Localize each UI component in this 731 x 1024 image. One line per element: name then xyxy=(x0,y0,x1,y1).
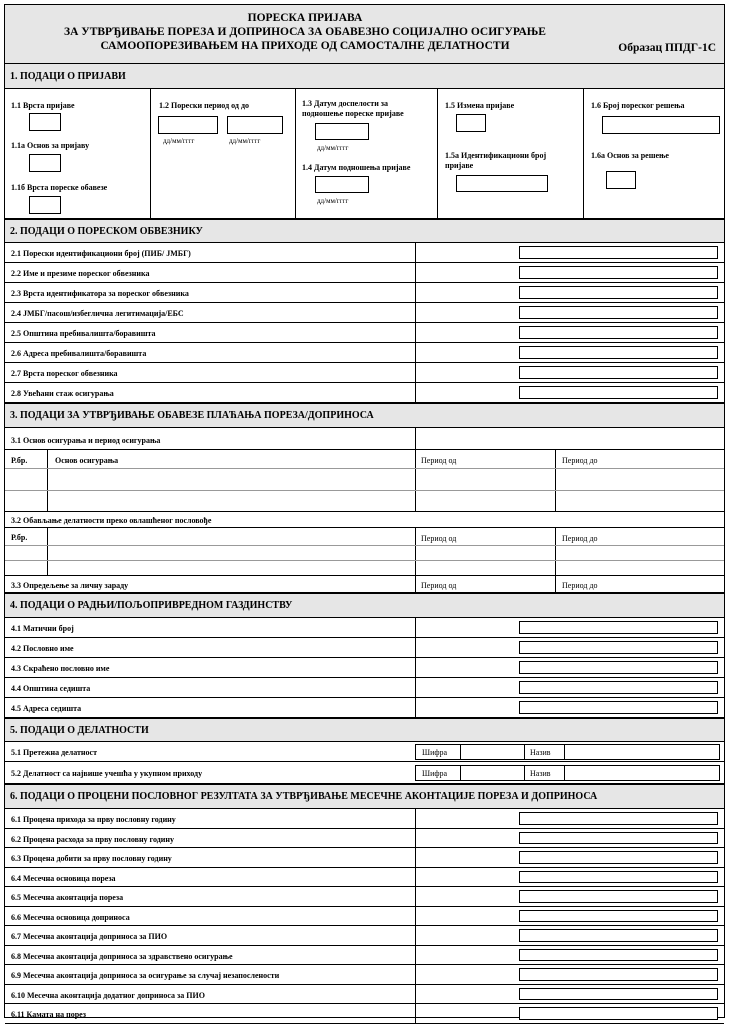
business-label: 4.5 Адреса седишта xyxy=(11,704,82,713)
estimate-row xyxy=(5,907,724,927)
form-subtitle-2: САМООПОРЕЗИВАЊЕМ НА ПРИХОДЕ ОД САМОСТАЛНЕ ДЕЛАТНОСТИ xyxy=(100,40,510,52)
estimate-label: 6.3 Процена добити за прву пословну годину xyxy=(11,854,172,863)
field-1-1a[interactable] xyxy=(29,154,61,172)
taxpayer-field[interactable] xyxy=(519,306,718,319)
estimate-label: 6.2 Процена расхода за прву пословну годину xyxy=(11,834,175,844)
date-format-hint: дд/мм/гггг xyxy=(229,137,261,145)
business-label: 4.3 Скраћено пословно име xyxy=(11,664,110,673)
business-row xyxy=(5,698,724,718)
taxpayer-field[interactable] xyxy=(519,346,718,359)
taxpayer-row xyxy=(5,243,724,263)
taxpayer-label: 2.6 Адреса пребивалишта/боравишта xyxy=(11,349,147,358)
tax-form-page xyxy=(4,4,725,1018)
label-5-2: 5.2 Делатност са највише учешћа у укупном приходу xyxy=(11,769,203,778)
taxpayer-row xyxy=(5,283,724,303)
taxpayer-field[interactable] xyxy=(519,326,718,339)
label-1-4: 1.4 Датум подношења пријаве xyxy=(302,163,411,172)
business-field[interactable] xyxy=(519,681,718,694)
estimate-label: 6.4 Месечна основица пореза xyxy=(11,873,116,883)
sifra-label: Шифра xyxy=(422,748,448,757)
col-rbr: Р.бр. xyxy=(11,533,28,542)
field-1-4[interactable] xyxy=(315,176,369,193)
label-3-2: 3.2 Обављање делатности преко овлашћеног пословође xyxy=(11,516,212,525)
taxpayer-label: 2.3 Врста идентификатора за пореског обвезника xyxy=(11,289,189,298)
estimate-row xyxy=(5,926,724,946)
business-label: 4.1 Матични број xyxy=(11,624,74,633)
taxpayer-label: 2.8 Увећани стаж осигурања xyxy=(11,389,114,398)
estimate-row xyxy=(5,965,724,985)
col-osnov: Основ осигурања xyxy=(55,456,119,465)
form-title: ПОРЕСКА ПРИЈАВА xyxy=(247,12,363,24)
field-1-1b[interactable] xyxy=(29,196,61,214)
form-header xyxy=(5,5,724,64)
estimate-row xyxy=(5,1004,724,1024)
taxpayer-field[interactable] xyxy=(519,366,718,379)
label-3-1: 3.1 Основ осигурања и период осигурања xyxy=(11,436,161,445)
field-5-1[interactable] xyxy=(415,744,720,760)
business-row xyxy=(5,638,724,658)
estimate-row xyxy=(5,829,724,849)
estimate-label: 6.10 Месечна аконтација додатног доприноса за ПИО xyxy=(11,990,205,1000)
field-5-2[interactable] xyxy=(415,765,720,781)
section-3-title: 3. ПОДАЦИ ЗА УТВРЂИВАЊЕ ОБАВЕЗЕ ПЛАЋАЊА ПОРЕЗА/ДОПРИНОСА xyxy=(5,403,724,428)
estimate-row xyxy=(5,946,724,966)
taxpayer-row xyxy=(5,263,724,283)
label-1-6a: 1.6а Основ за решење xyxy=(591,151,669,160)
col-period-od: Период од xyxy=(421,581,457,590)
business-row xyxy=(5,658,724,678)
estimate-label: 6.8 Месечна аконтација доприноса за здравствено осигурање xyxy=(11,951,233,961)
taxpayer-label: 2.2 Име и презиме пореског обвезника xyxy=(11,269,150,278)
business-label: 4.2 Пословно име xyxy=(11,644,74,653)
label-1-1b: 1.1б Врста пореске обавезе xyxy=(11,183,108,192)
label-1-5: 1.5 Измена пријаве xyxy=(445,101,515,110)
row-5-2 xyxy=(5,762,724,784)
taxpayer-field[interactable] xyxy=(519,266,718,279)
naziv-label: Назив xyxy=(530,748,551,757)
estimate-field[interactable] xyxy=(519,871,718,884)
estimate-field[interactable] xyxy=(519,968,718,981)
estimate-label: 6.5 Месечна аконтација пореза xyxy=(11,893,124,902)
label-1-2: 1.2 Порески период од до xyxy=(159,101,249,110)
business-label: 4.4 Општина седишта xyxy=(11,684,91,693)
taxpayer-label: 2.1 Порески идентификациони број (ПИБ/ ЈМБГ) xyxy=(11,249,191,258)
estimate-label: 6.7 Месечна аконтација доприноса за ПИО xyxy=(11,932,168,941)
col-period-od: Период од xyxy=(421,456,457,465)
estimate-field[interactable] xyxy=(519,851,718,864)
estimate-field[interactable] xyxy=(519,1007,718,1020)
label-5-1: 5.1 Претежна делатност xyxy=(11,748,98,757)
label-1-6: 1.6 Број пореског решења xyxy=(591,101,685,110)
row-3-1 xyxy=(5,428,724,450)
estimate-field[interactable] xyxy=(519,949,718,962)
col-period-do: Период до xyxy=(562,581,598,590)
field-1-2-to[interactable] xyxy=(227,116,283,134)
estimate-row xyxy=(5,848,724,868)
estimate-label: 6.11 Камата на порез xyxy=(11,1010,86,1019)
business-field[interactable] xyxy=(519,701,718,714)
estimate-row xyxy=(5,985,724,1005)
taxpayer-field[interactable] xyxy=(519,246,718,259)
date-format-hint: дд/мм/гггг xyxy=(317,197,349,205)
taxpayer-row xyxy=(5,303,724,323)
date-format-hint: дд/мм/гггг xyxy=(163,137,195,145)
form-subtitle-1: ЗА УТВРЂИВАЊЕ ПОРЕЗА И ДОПРИНОСА ЗА ОБАВЕЗНО СОЦИЈАЛНО ОСИГУРАЊЕ xyxy=(64,26,546,38)
estimate-field[interactable] xyxy=(519,812,718,825)
estimate-field[interactable] xyxy=(519,988,718,1001)
business-row xyxy=(5,678,724,698)
business-field[interactable] xyxy=(519,661,718,674)
taxpayer-row xyxy=(5,323,724,343)
business-field[interactable] xyxy=(519,641,718,654)
section-1-title: 1. ПОДАЦИ О ПРИЈАВИ xyxy=(5,63,724,89)
business-field[interactable] xyxy=(519,621,718,634)
section-4-title: 4. ПОДАЦИ О РАДЊИ/ПОЉОПРИВРЕДНОМ ГАЗДИНСТВУ xyxy=(5,593,724,618)
field-1-6a[interactable] xyxy=(606,171,636,189)
section-2-title: 2. ПОДАЦИ О ПОРЕСКОМ ОБВЕЗНИКУ xyxy=(5,219,724,243)
label-1-3: 1.3 Датум доспелости за подношење пореске пријаве xyxy=(302,99,404,118)
field-1-6[interactable] xyxy=(602,116,720,134)
naziv-label: Назив xyxy=(530,769,551,778)
taxpayer-row xyxy=(5,383,724,403)
taxpayer-label: 2.4 ЈМБГ/пасош/избеглична легитимација/ЕБС xyxy=(11,309,184,318)
taxpayer-field[interactable] xyxy=(519,286,718,299)
manager-table xyxy=(5,528,724,576)
field-1-5[interactable] xyxy=(456,114,486,132)
field-1-2-from[interactable] xyxy=(158,116,218,134)
taxpayer-label: 2.7 Врста пореског обвезника xyxy=(11,369,118,378)
estimate-row xyxy=(5,887,724,907)
estimate-row xyxy=(5,809,724,829)
taxpayer-field[interactable] xyxy=(519,386,718,399)
col-period-od: Период од xyxy=(421,534,457,543)
estimate-row xyxy=(5,868,724,888)
label-1-1a: 1.1а Основ за пријаву xyxy=(11,141,90,150)
section-5-title: 5. ПОДАЦИ О ДЕЛАТНОСТИ xyxy=(5,718,724,742)
row-3-3 xyxy=(5,576,724,593)
estimate-label: 6.9 Месечна аконтација доприноса за осигурање за случај незапослености xyxy=(11,971,280,980)
section-6-title: 6. ПОДАЦИ О ПРОЦЕНИ ПОСЛОВНОГ РЕЗУЛТАТА ЗА УТВРЂИВАЊЕ МЕСЕЧНЕ АКОНТАЦИЈЕ ПОРЕЗА И ДОПРИНОСА xyxy=(5,784,724,809)
section-1-body xyxy=(5,89,724,219)
row-3-2 xyxy=(5,512,724,528)
taxpayer-label: 2.5 Општина пребивалишта/боравишта xyxy=(11,329,156,338)
estimate-label: 6.6 Месечна основица доприноса xyxy=(11,912,130,922)
estimate-field[interactable] xyxy=(519,890,718,903)
col-period-do: Период до xyxy=(562,534,598,543)
col-period-do: Период до xyxy=(562,456,598,465)
insurance-basis-table xyxy=(5,450,724,512)
row-5-1 xyxy=(5,742,724,762)
estimate-field[interactable] xyxy=(519,929,718,942)
estimate-label: 6.1 Процена прихода за прву пословну годину xyxy=(11,815,176,824)
label-1-1: 1.1 Врста пријаве xyxy=(11,101,75,110)
field-1-1[interactable] xyxy=(29,113,61,131)
label-3-3: 3.3 Опредељење за личну зараду xyxy=(11,581,129,590)
form-code: Образац ППДГ-1С xyxy=(618,42,716,54)
label-1-5a: 1.5а Идентификациони број пријаве xyxy=(445,151,547,170)
col-rbr: Р.бр. xyxy=(11,456,28,465)
estimate-field[interactable] xyxy=(519,910,718,923)
date-format-hint: дд/мм/гггг xyxy=(317,144,349,152)
field-1-5a[interactable] xyxy=(456,175,548,192)
estimate-field[interactable] xyxy=(519,832,718,845)
field-1-3[interactable] xyxy=(315,123,369,140)
sifra-label: Шифра xyxy=(422,769,448,778)
business-row xyxy=(5,618,724,638)
taxpayer-row xyxy=(5,343,724,363)
taxpayer-row xyxy=(5,363,724,383)
